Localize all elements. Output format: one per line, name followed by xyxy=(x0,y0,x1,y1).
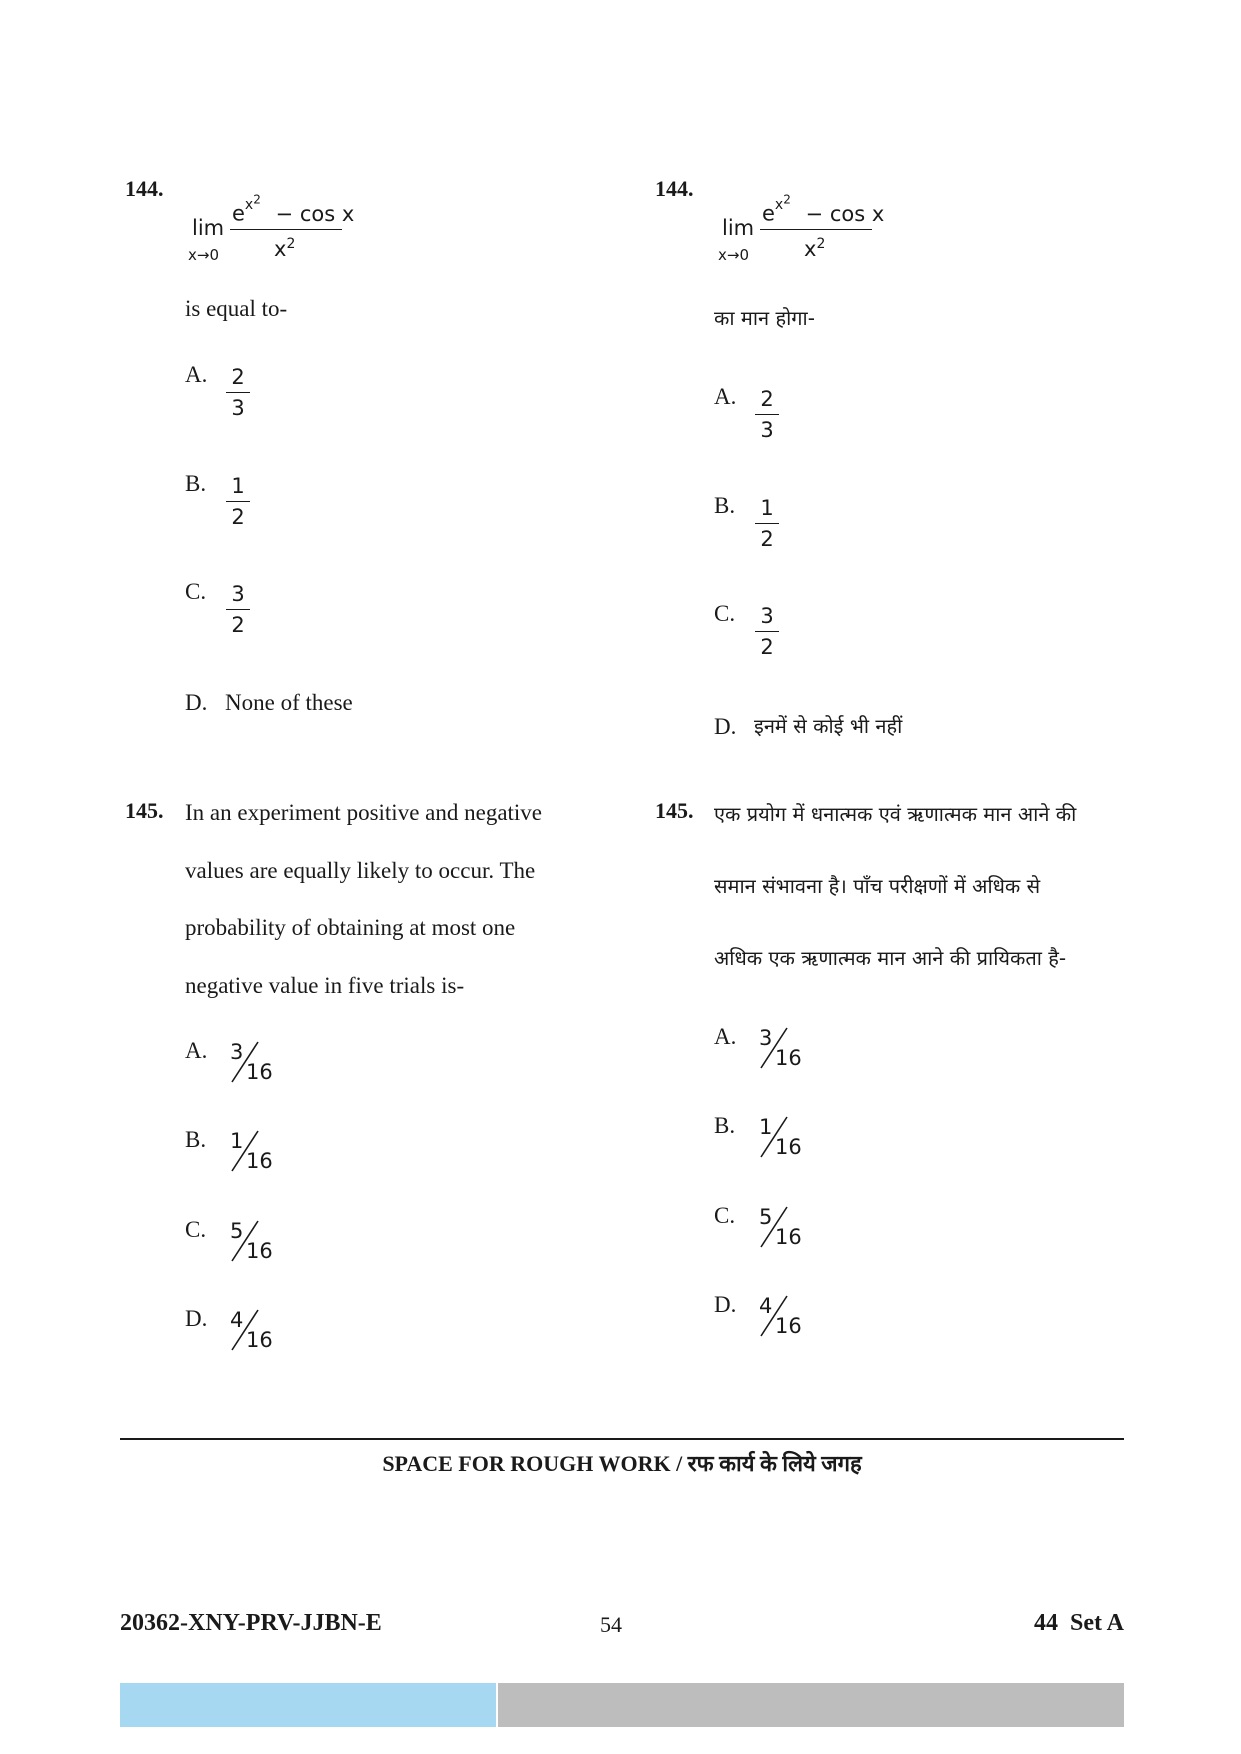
numerator-exp2: 2 xyxy=(253,192,261,206)
numerator-exp: x xyxy=(244,196,254,213)
page-number: 54 xyxy=(600,1612,622,1637)
question-number: 144. xyxy=(655,176,694,201)
question-stem: is equal to- xyxy=(185,296,288,321)
question-line: समान संभावना है। पाँच परीक्षणों में अधिक से xyxy=(714,874,1041,898)
numerator-rest: − cos x xyxy=(805,201,885,226)
option-label: A. xyxy=(185,362,208,387)
question-line: probability of obtaining at most one xyxy=(185,915,516,940)
option-c-slash-fraction: 5 16 xyxy=(759,1205,802,1249)
set-label: 44 Set A xyxy=(1034,1610,1124,1636)
question-number: 145. xyxy=(125,798,164,823)
denominator-base: x xyxy=(274,237,287,261)
option-label: A. xyxy=(714,1024,737,1049)
option-d-slash-fraction: 4 16 xyxy=(759,1294,802,1338)
question-line: एक प्रयोग में धनात्मक एवं ऋणात्मक मान आने की xyxy=(714,802,1077,826)
footer-bar-blue xyxy=(120,1683,496,1727)
lim-word: lim xyxy=(192,216,225,240)
option-a-slash-fraction: 3 16 xyxy=(230,1040,273,1084)
option-label: D. xyxy=(185,1306,208,1331)
option-label: B. xyxy=(714,493,736,518)
option-d-slash-fraction: 4 16 xyxy=(230,1308,273,1352)
numerator-base: e xyxy=(232,201,245,226)
denominator-exp: 2 xyxy=(816,236,826,252)
denominator-base: x xyxy=(804,237,817,261)
option-c-slash-fraction: 5 16 xyxy=(230,1219,273,1263)
option-d-text: इनमें से कोई भी नहीं xyxy=(754,714,903,738)
option-label: C. xyxy=(714,601,736,626)
question-stem: का मान होगा- xyxy=(714,306,815,330)
option-label: C. xyxy=(185,579,207,604)
question-line: negative value in five trials is- xyxy=(185,973,465,998)
question-line: अधिक एक ऋणात्मक मान आने की प्रायिकता है- xyxy=(714,946,1067,970)
option-label: C. xyxy=(714,1203,736,1228)
fraction-bar xyxy=(230,229,342,230)
option-a-fraction: 2 3 xyxy=(755,384,779,445)
option-label: B. xyxy=(185,1127,207,1152)
option-b-fraction: 1 2 xyxy=(226,471,250,532)
fraction-bar xyxy=(760,229,872,230)
option-b-slash-fraction: 1 16 xyxy=(230,1129,273,1173)
footer-bar-gray xyxy=(498,1683,1124,1727)
option-c-fraction: 3 2 xyxy=(755,601,779,662)
denominator-exp: 2 xyxy=(286,236,296,252)
option-c-fraction: 3 2 xyxy=(226,579,250,640)
lim-subscript: x→0 xyxy=(188,246,219,264)
question-line: In an experiment positive and negative xyxy=(185,800,543,825)
option-b-slash-fraction: 1 16 xyxy=(759,1115,802,1159)
numerator-base: e xyxy=(762,201,775,226)
option-label: B. xyxy=(714,1113,736,1138)
numerator-exp: x xyxy=(774,196,784,213)
option-d-text: None of these xyxy=(225,690,353,715)
numerator-rest: − cos x xyxy=(275,201,355,226)
lim-word: lim xyxy=(722,216,755,240)
option-label: C. xyxy=(185,1217,207,1242)
paper-code: 20362-XNY-PRV-JJBN-E xyxy=(120,1610,382,1636)
question-number: 145. xyxy=(655,798,694,823)
option-label: D. xyxy=(185,690,208,715)
option-label: A. xyxy=(185,1038,208,1063)
numerator-exp2: 2 xyxy=(783,192,791,206)
question-number: 144. xyxy=(125,176,164,201)
option-label: D. xyxy=(714,1292,737,1317)
option-a-slash-fraction: 3 16 xyxy=(759,1026,802,1070)
option-label: B. xyxy=(185,471,207,496)
divider-line xyxy=(120,1438,1124,1440)
question-line: values are equally likely to occur. The xyxy=(185,858,536,883)
lim-subscript: x→0 xyxy=(718,246,749,264)
option-a-fraction: 2 3 xyxy=(226,362,250,423)
option-label: D. xyxy=(714,714,737,739)
option-b-fraction: 1 2 xyxy=(755,493,779,554)
rough-work-heading: SPACE FOR ROUGH WORK / रफ कार्य के लिये जगह xyxy=(382,1451,862,1476)
option-label: A. xyxy=(714,384,737,409)
